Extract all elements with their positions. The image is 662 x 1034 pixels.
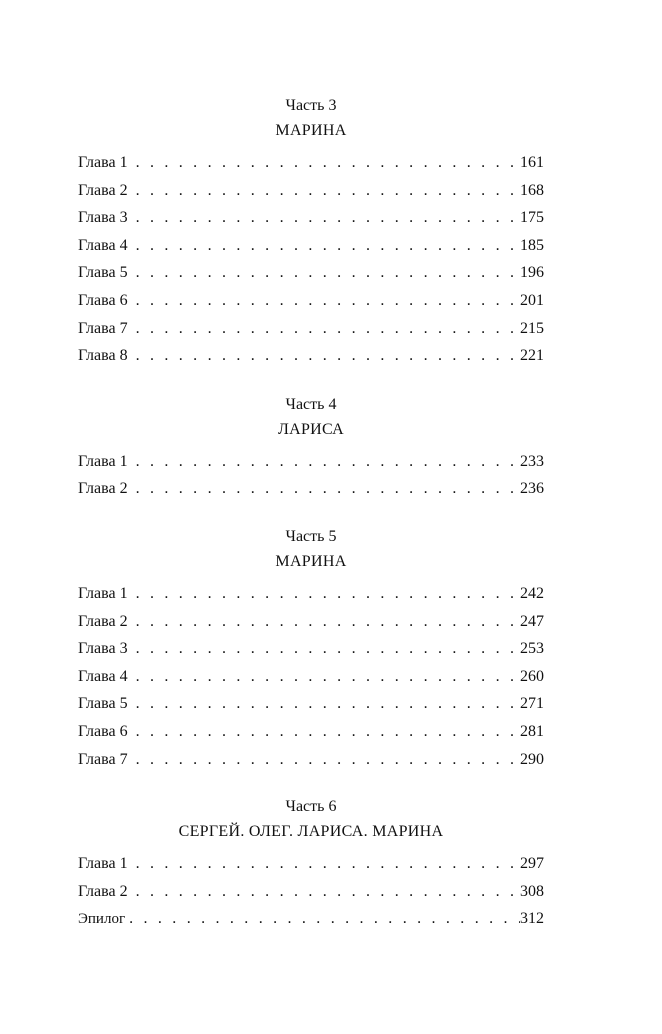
page-number: 168 <box>520 181 544 199</box>
leader-dots <box>136 204 520 232</box>
part-title: СЕРГЕЙ. ОЛЕГ. ЛАРИСА. МАРИНА <box>178 823 444 841</box>
toc-part-6 <box>78 794 544 933</box>
chapter-label: Глава 6 <box>78 291 128 309</box>
page-number: 260 <box>520 667 544 685</box>
page-number: 281 <box>520 722 544 740</box>
page-number: 196 <box>520 264 544 282</box>
part-number: Часть 4 <box>285 395 337 413</box>
toc-entry[interactable] <box>78 878 544 906</box>
leader-dots <box>136 315 520 343</box>
leader-dots <box>136 850 520 878</box>
chapter-label: Глава 4 <box>78 236 128 254</box>
page-number: 297 <box>520 855 544 873</box>
page-number: 161 <box>520 154 544 171</box>
leader-dots <box>136 718 520 746</box>
toc-entry[interactable] <box>78 232 544 260</box>
page-number: 290 <box>520 750 544 768</box>
chapter-label: Глава 4 <box>78 667 128 685</box>
chapter-label: Глава 1 <box>78 584 128 602</box>
part-number: Часть 6 <box>285 798 337 816</box>
toc-entry[interactable] <box>78 149 544 177</box>
toc-entry[interactable] <box>78 177 544 205</box>
chapter-label: Глава 6 <box>78 722 128 740</box>
chapter-label: Глава 2 <box>78 882 128 900</box>
leader-dots <box>136 746 520 774</box>
leader-dots <box>136 287 520 315</box>
leader-dots <box>136 635 520 663</box>
epilogue-label: Эпилог <box>78 911 126 928</box>
leader-dots <box>136 475 520 503</box>
leader-dots <box>136 580 520 608</box>
section-spacer <box>78 773 544 794</box>
page-number: 185 <box>520 236 544 254</box>
toc-entry[interactable] <box>78 635 544 663</box>
leader-dots <box>136 663 520 691</box>
part-heading <box>78 524 544 574</box>
part-heading <box>78 93 544 143</box>
chapter-label: Глава 3 <box>78 209 128 227</box>
chapter-label: Глава 5 <box>78 695 128 713</box>
leader-dots <box>136 177 520 205</box>
part-heading <box>78 794 544 844</box>
leader-dots <box>136 608 520 636</box>
page-number: 221 <box>520 347 544 365</box>
page-number: 201 <box>520 291 544 309</box>
part-title: ЛАРИСА <box>277 420 345 438</box>
page-number: 175 <box>520 209 544 227</box>
toc-entry[interactable] <box>78 580 544 608</box>
leader-dots <box>136 149 520 177</box>
toc-entry[interactable] <box>78 690 544 718</box>
page-number: 236 <box>520 480 544 498</box>
part-title: МАРИНА <box>275 552 347 570</box>
leader-dots <box>136 448 520 476</box>
toc-entry[interactable] <box>78 475 544 503</box>
leader-dots <box>136 878 520 906</box>
toc-entry[interactable] <box>78 342 544 370</box>
leader-dots <box>136 232 520 260</box>
toc-entry[interactable] <box>78 448 544 476</box>
part-number: Часть 5 <box>285 527 337 545</box>
page-number: 247 <box>520 612 544 630</box>
page-number: 253 <box>520 640 544 658</box>
leader-dots <box>136 342 520 370</box>
part-heading <box>78 392 544 442</box>
section-spacer <box>78 503 544 524</box>
part-title: МАРИНА <box>275 122 347 139</box>
page-number: 312 <box>520 910 544 928</box>
page-number: 271 <box>520 695 544 713</box>
toc-entry[interactable] <box>78 204 544 232</box>
part-number: Часть 3 <box>285 97 337 114</box>
toc-part-4 <box>78 392 544 503</box>
toc-entry[interactable] <box>78 905 544 933</box>
page-number: 215 <box>520 319 544 337</box>
chapter-label: Глава 1 <box>78 452 128 470</box>
chapter-label: Глава 7 <box>78 319 128 337</box>
toc-entry[interactable] <box>78 315 544 343</box>
toc-part-5 <box>78 524 544 773</box>
chapter-label: Глава 2 <box>78 612 128 630</box>
chapter-label: Глава 3 <box>78 640 128 658</box>
toc-entry[interactable] <box>78 850 544 878</box>
leader-dots <box>136 259 520 287</box>
toc-entry[interactable] <box>78 663 544 691</box>
toc-entry[interactable] <box>78 287 544 315</box>
toc-entry[interactable] <box>78 608 544 636</box>
toc-entry[interactable] <box>78 718 544 746</box>
chapter-label: Глава 2 <box>78 181 128 199</box>
toc-entry[interactable] <box>78 259 544 287</box>
chapter-label: Глава 8 <box>78 347 128 365</box>
chapter-label: Глава 5 <box>78 264 128 282</box>
leader-dots <box>136 690 520 718</box>
chapter-label: Глава 2 <box>78 480 128 498</box>
toc-part-3 <box>78 93 544 370</box>
page-number: 233 <box>520 452 544 470</box>
toc-entry[interactable] <box>78 746 544 774</box>
chapter-label: Глава 1 <box>78 154 128 171</box>
table-of-contents <box>78 93 544 933</box>
page-number: 308 <box>520 882 544 900</box>
chapter-label: Глава 7 <box>78 750 128 768</box>
chapter-label: Глава 1 <box>78 855 128 873</box>
section-spacer <box>78 370 544 392</box>
page-number: 242 <box>520 584 544 602</box>
leader-dots <box>129 905 520 933</box>
